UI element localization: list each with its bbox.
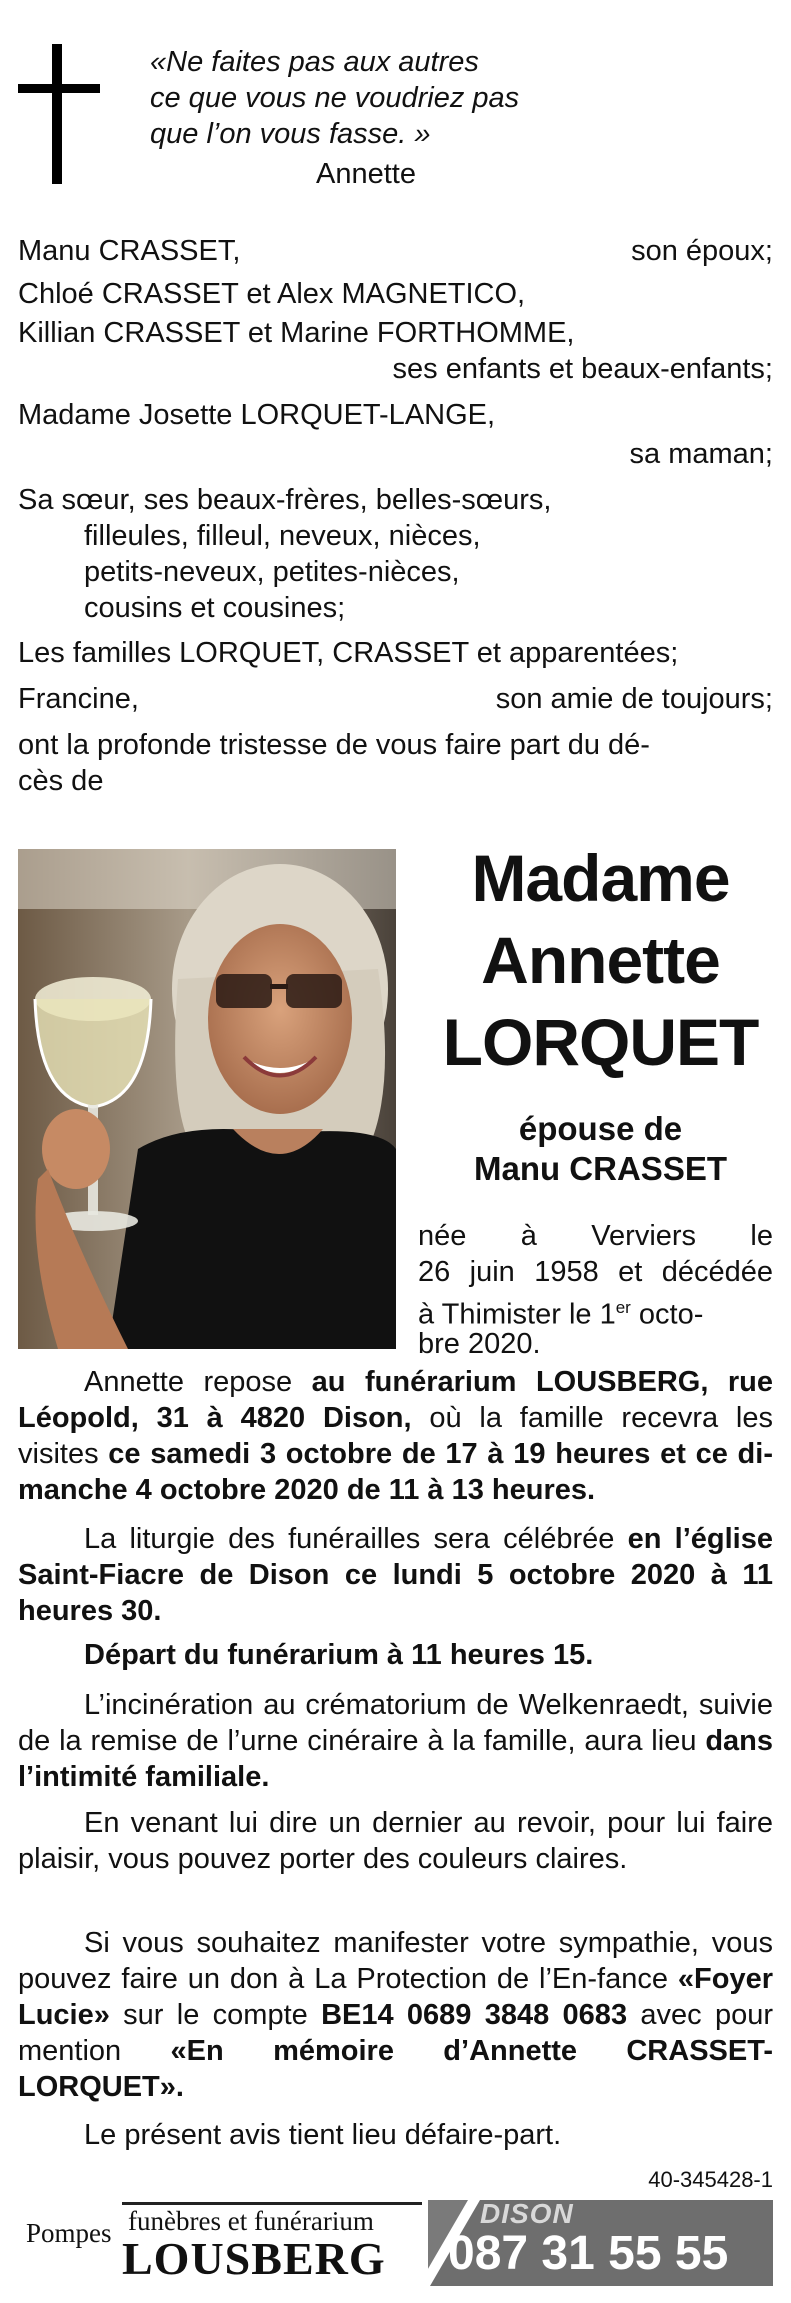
family-role-children: ses enfants et beaux-enfants; [392,353,773,385]
family-line-children-1: Chloé CRASSET et Alex MAGNETICO, [18,278,526,310]
footer-pompes: Pompes [26,2218,112,2248]
quote-line-2: ce que vous ne voudriez pas [150,82,520,114]
footer-funebres: funèbres et funérarium [128,2206,374,2236]
spouse-label: épouse de [518,1110,683,1147]
epigraph-quote [150,44,519,152]
family-line-mother: Madame Josette LORQUET-LANGE, [18,399,496,431]
family-role-spouse: son époux; [631,235,773,267]
footer-lousberg: LOUSBERG [122,2233,386,2284]
p6-b: «Foyer Lucie» [18,1963,773,2031]
family-line-godchildren: filleules, filleul, neveux, nièces, [84,520,481,552]
born-line-4: bre 2020. [418,1328,541,1360]
born-sup: er [615,1298,631,1317]
p6-d: BE14 0689 3848 0683 [321,1999,628,2031]
spouse-name: Manu CRASSET [473,1150,727,1187]
funeral-home-banner [18,2200,773,2286]
family-line-families: Les familles LORQUET, CRASSET et apparentées; [18,637,679,669]
family-line-siblings: Sa sœur, ses beaux-frères, belles-sœurs, [18,484,552,516]
paragraph-notice: Le présent avis tient lieu défaire-part. [84,2119,562,2151]
family-line-spouse: Manu CRASSET, [18,235,241,267]
family-line-friend: Francine, [18,683,139,715]
portrait-photo [18,849,396,1349]
paragraph-colors: En venant lui dire un dernier au revoir, pour lui faire plaisir, vous pouvez porter des couleurs claires. [18,1807,773,1875]
p6-f: «En mémoire d’Annette CRASSET-LORQUET». [18,2035,773,2103]
p6-c: sur le compte [109,1999,322,2031]
family-line-children-2: Killian CRASSET et Marine FORTHOMME, [18,317,575,349]
p4-a: L’incinération au crématorium de Welkenraedt, suivie de la remise de l’urne cinéraire à la famille, aura lieu [18,1689,773,1757]
family-role-friend: son amie de toujours; [495,683,773,715]
paragraph-departure: Départ du funérarium à 11 heures 15. [84,1639,594,1671]
p1-c: où la famille recevra les visites [18,1402,773,1470]
quote-line-1: «Ne faites pas aux autres [150,46,479,78]
born-line-3a: à Thimister le 1 [418,1298,616,1331]
footer-dison: DISON [480,2198,574,2229]
paragraph-liturgy [18,1521,773,1629]
quote-line-3: que l’on vous fasse. » [150,118,431,150]
family-line-cousins: cousins et cousines; [84,592,346,624]
p2-b: en l’église Saint-Fiacre de Dison ce lundi 5 octobre 2020 à 11 heures 30. [18,1523,773,1627]
p4-b: dans l’intimité familiale. [18,1725,773,1793]
announcement-line-1: ont la profonde tristesse de vous faire part du dé- [18,729,650,761]
deceased-last-name: LORQUET [442,1005,759,1079]
family-line-grandnephews: petits-neveux, petites-nièces, [84,556,460,588]
p1-a: Annette repose [84,1366,312,1398]
paragraph-visitation [18,1364,773,1508]
p2-a: La liturgie des funérailles sera célébrée [84,1523,628,1555]
quote-author: Annette [316,158,416,190]
born-line-3b: octo- [630,1298,704,1331]
paragraph-donation [18,1925,773,2105]
deceased-first-name: Annette [481,923,720,997]
born-line-1: née à Verviers le [418,1220,773,1252]
p6-a: Si vous souhaitez manifester votre sympathie, vous pouvez faire un don à La Protection de l’En-fance [18,1927,773,1995]
born-line-2: 26 juin 1958 et décédée [418,1256,773,1288]
deceased-title: Madame [471,841,730,915]
p1-d: ce samedi 3 octobre de 17 à 19 heures et ce di-manche 4 octobre 2020 de 11 à 13 heures. [18,1438,773,1506]
reference-number: 40-345428-1 [648,2167,773,2192]
p6-e: avec pour mention [18,1999,773,2067]
p1-b: au funérarium LOUSBERG, rue Léopold, 31 à 4820 Dison, [18,1366,774,1434]
cross-horizontal-bar [18,84,100,93]
footer-phone: 087 31 55 55 [448,2227,729,2280]
paragraph-cremation [18,1687,773,1795]
family-role-mother: sa maman; [629,438,773,470]
announcement-line-2: cès de [18,765,104,797]
cross-vertical-bar [52,44,62,184]
